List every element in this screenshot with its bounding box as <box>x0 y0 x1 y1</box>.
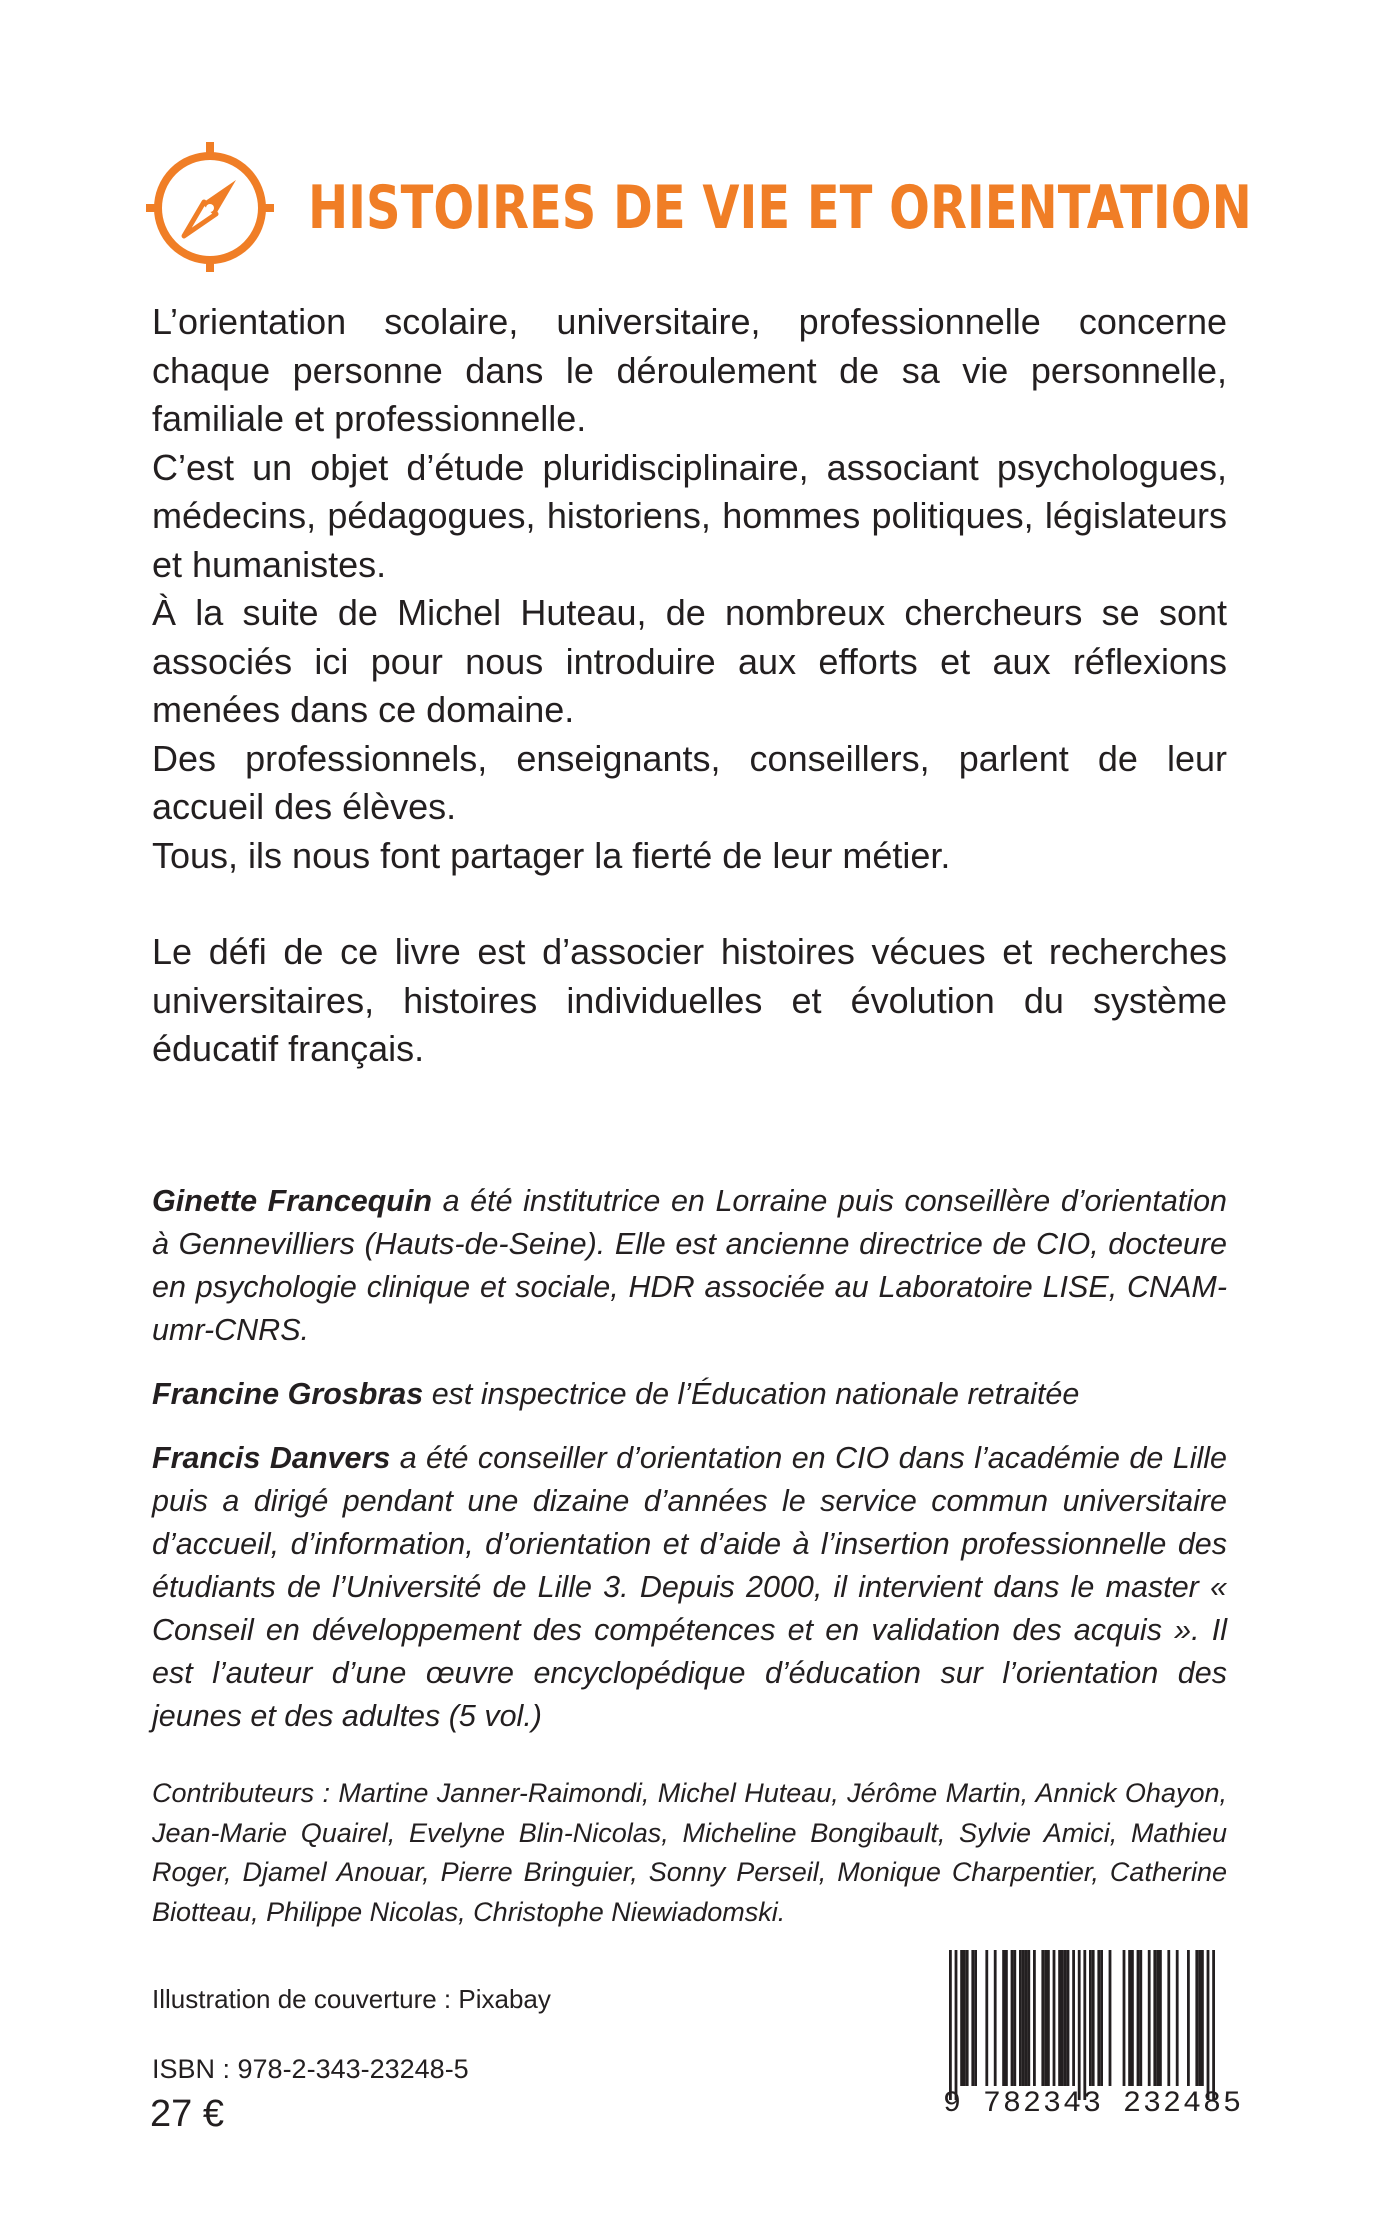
barcode-bar <box>963 1950 966 2086</box>
barcode-bar <box>1187 1950 1190 2086</box>
barcode-bar <box>1022 1950 1025 2086</box>
barcode-bar <box>994 1950 997 2086</box>
barcode-bar <box>1047 1950 1050 2086</box>
barcode-bar <box>985 1950 988 2086</box>
barcode-bar <box>1083 1950 1086 2100</box>
barcode-bar <box>1201 1950 1204 2086</box>
price: 27 € <box>150 2093 224 2135</box>
barcode-bar <box>1097 1950 1100 2086</box>
author-bio <box>152 1437 1227 1738</box>
paragraph-spacer <box>152 880 1227 928</box>
barcode-bar <box>1013 1950 1016 2086</box>
author-name: Francis Danvers <box>152 1441 391 1475</box>
barcode-bar <box>1153 1950 1156 2086</box>
barcode-bar <box>1139 1950 1142 2086</box>
barcode-bar <box>1027 1950 1030 2086</box>
barcode-bar <box>1002 1950 1005 2086</box>
barcode-bar <box>1058 1950 1061 2086</box>
author-bio-text: a été institutrice en Lorraine puis conseillère d’orientation à Gennevilliers (Hauts-de-Seine). Elle est ancienne directrice de CIO, docteure en psychologie clinique et sociale, HDR associée au Laboratoire LISE, CNAM-umr-CNRS. <box>152 1184 1227 1347</box>
barcode-bar <box>1019 1950 1022 2086</box>
barcode-bar <box>974 1950 977 2086</box>
compass-icon <box>146 140 274 272</box>
barcode-bar <box>1100 1950 1103 2086</box>
barcode-bar <box>1137 1950 1140 2086</box>
barcode-bar <box>1131 1950 1134 2086</box>
book-description <box>152 298 1227 1074</box>
author-bio-text: est inspectrice de l’Éducation nationale retraitée <box>423 1377 1080 1411</box>
barcode-bar <box>971 1950 974 2086</box>
barcode-bar <box>1109 1950 1112 2086</box>
barcode-bar <box>1167 1950 1170 2086</box>
barcode-bar <box>1041 1950 1044 2086</box>
barcode-bar <box>1025 1950 1028 2086</box>
isbn: ISBN : 978-2-343-23248-5 <box>152 2054 469 2084</box>
author-bios <box>152 1180 1227 1759</box>
barcode-bar <box>1159 1950 1162 2086</box>
barcode-bar <box>1148 1950 1151 2086</box>
series-header <box>146 140 1256 272</box>
barcode-bar <box>1156 1950 1159 2086</box>
description-paragraph: C’est un objet d’étude pluridisciplinaire, associant psychologues, médecins, pédagogues, historiens, hommes politiques, législateurs et humanistes. <box>152 446 1227 585</box>
barcode-bar <box>1033 1950 1036 2086</box>
barcode-bar <box>1053 1950 1056 2086</box>
barcode-bar <box>955 1950 958 2100</box>
barcode-bar <box>1005 1950 1008 2086</box>
description-paragraph: Tous, ils nous font partager la fierté de leur métier. <box>152 834 951 876</box>
description-paragraph: L’orientation scolaire, universitaire, professionnelle concerne chaque personne dans le déroulement de sa vie personnelle, familiale et professionnelle. <box>152 301 1227 439</box>
author-bio <box>152 1373 1227 1416</box>
barcode-bar <box>960 1950 963 2086</box>
description-paragraph: Des professionnels, enseignants, conseillers, parlent de leur accueil des élèves. <box>152 737 1227 827</box>
barcode-bar <box>1064 1950 1067 2086</box>
description-paragraph: À la suite de Michel Huteau, de nombreux chercheurs se sont associés ici pour nous introduire aux efforts et aux réflexions menées dans ce domaine. <box>152 592 1227 730</box>
barcode-bar <box>1207 1950 1210 2100</box>
barcode-bar <box>1044 1950 1047 2086</box>
barcode-bar <box>1072 1950 1075 2086</box>
description-paragraph: Le défi de ce livre est d’associer histoires vécues et recherches universitaires, histoires individuelles et évolution du système éducatif français. <box>152 931 1227 1069</box>
barcode-bar <box>1123 1950 1126 2086</box>
author-bio-text: a été conseiller d’orientation en CIO dans l’académie de Lille puis a dirigé pendant une dizaine d’années le service commun universitaire d’accueil, d’information, d’orientation et d’aide à l’insertion professionnelle des étudiants de l’Université de Lille 3. Depuis 2000, il intervient dans le master « Conseil en développement des compétences et en validation des acquis ». Il est l’auteur d’une œuvre encyclopédique d’éducation sur l’orientation des jeunes et des adultes (5 vol.) <box>152 1441 1227 1733</box>
barcode-bar <box>1195 1950 1198 2086</box>
barcode-bar <box>949 1950 952 2100</box>
barcode-bar <box>1067 1950 1070 2086</box>
barcode-bar <box>1212 1950 1215 2100</box>
barcode-bar <box>1092 1950 1095 2086</box>
contributors-list: Contributeurs : Martine Janner-Raimondi, Michel Huteau, Jérôme Martin, Annick Ohayon, Jean-Marie Quairel, Evelyne Blin-Nicolas, Micheline Bongibault, Sylvie Amici, Mathieu Roger, Djamel Anouar, Pierre Bringuier, Sonny Perseil, Monique Charpentier, Catherine Biotteau, Philippe Nicolas, Christophe Niewiadomski. <box>152 1778 1227 1927</box>
barcode-bar <box>1078 1950 1081 2100</box>
barcode-bar <box>1061 1950 1064 2086</box>
author-name: Ginette Francequin <box>152 1184 433 1218</box>
series-title: HISTOIRES DE VIE ET ORIENTATION <box>308 173 1252 243</box>
barcode-bar <box>1011 1950 1014 2086</box>
barcode-bar <box>1128 1950 1131 2086</box>
author-name: Francine Grosbras <box>152 1377 424 1411</box>
author-bio <box>152 1180 1227 1352</box>
barcode-bar <box>1198 1950 1201 2086</box>
illustration-credit: Illustration de couverture : Pixabay <box>152 1984 551 2014</box>
barcode-bar <box>1176 1950 1179 2086</box>
barcode-bar <box>966 1950 969 2086</box>
barcode-digits: 9 782343 232485 <box>943 2087 1244 2121</box>
barcode-bar <box>1089 1950 1092 2086</box>
